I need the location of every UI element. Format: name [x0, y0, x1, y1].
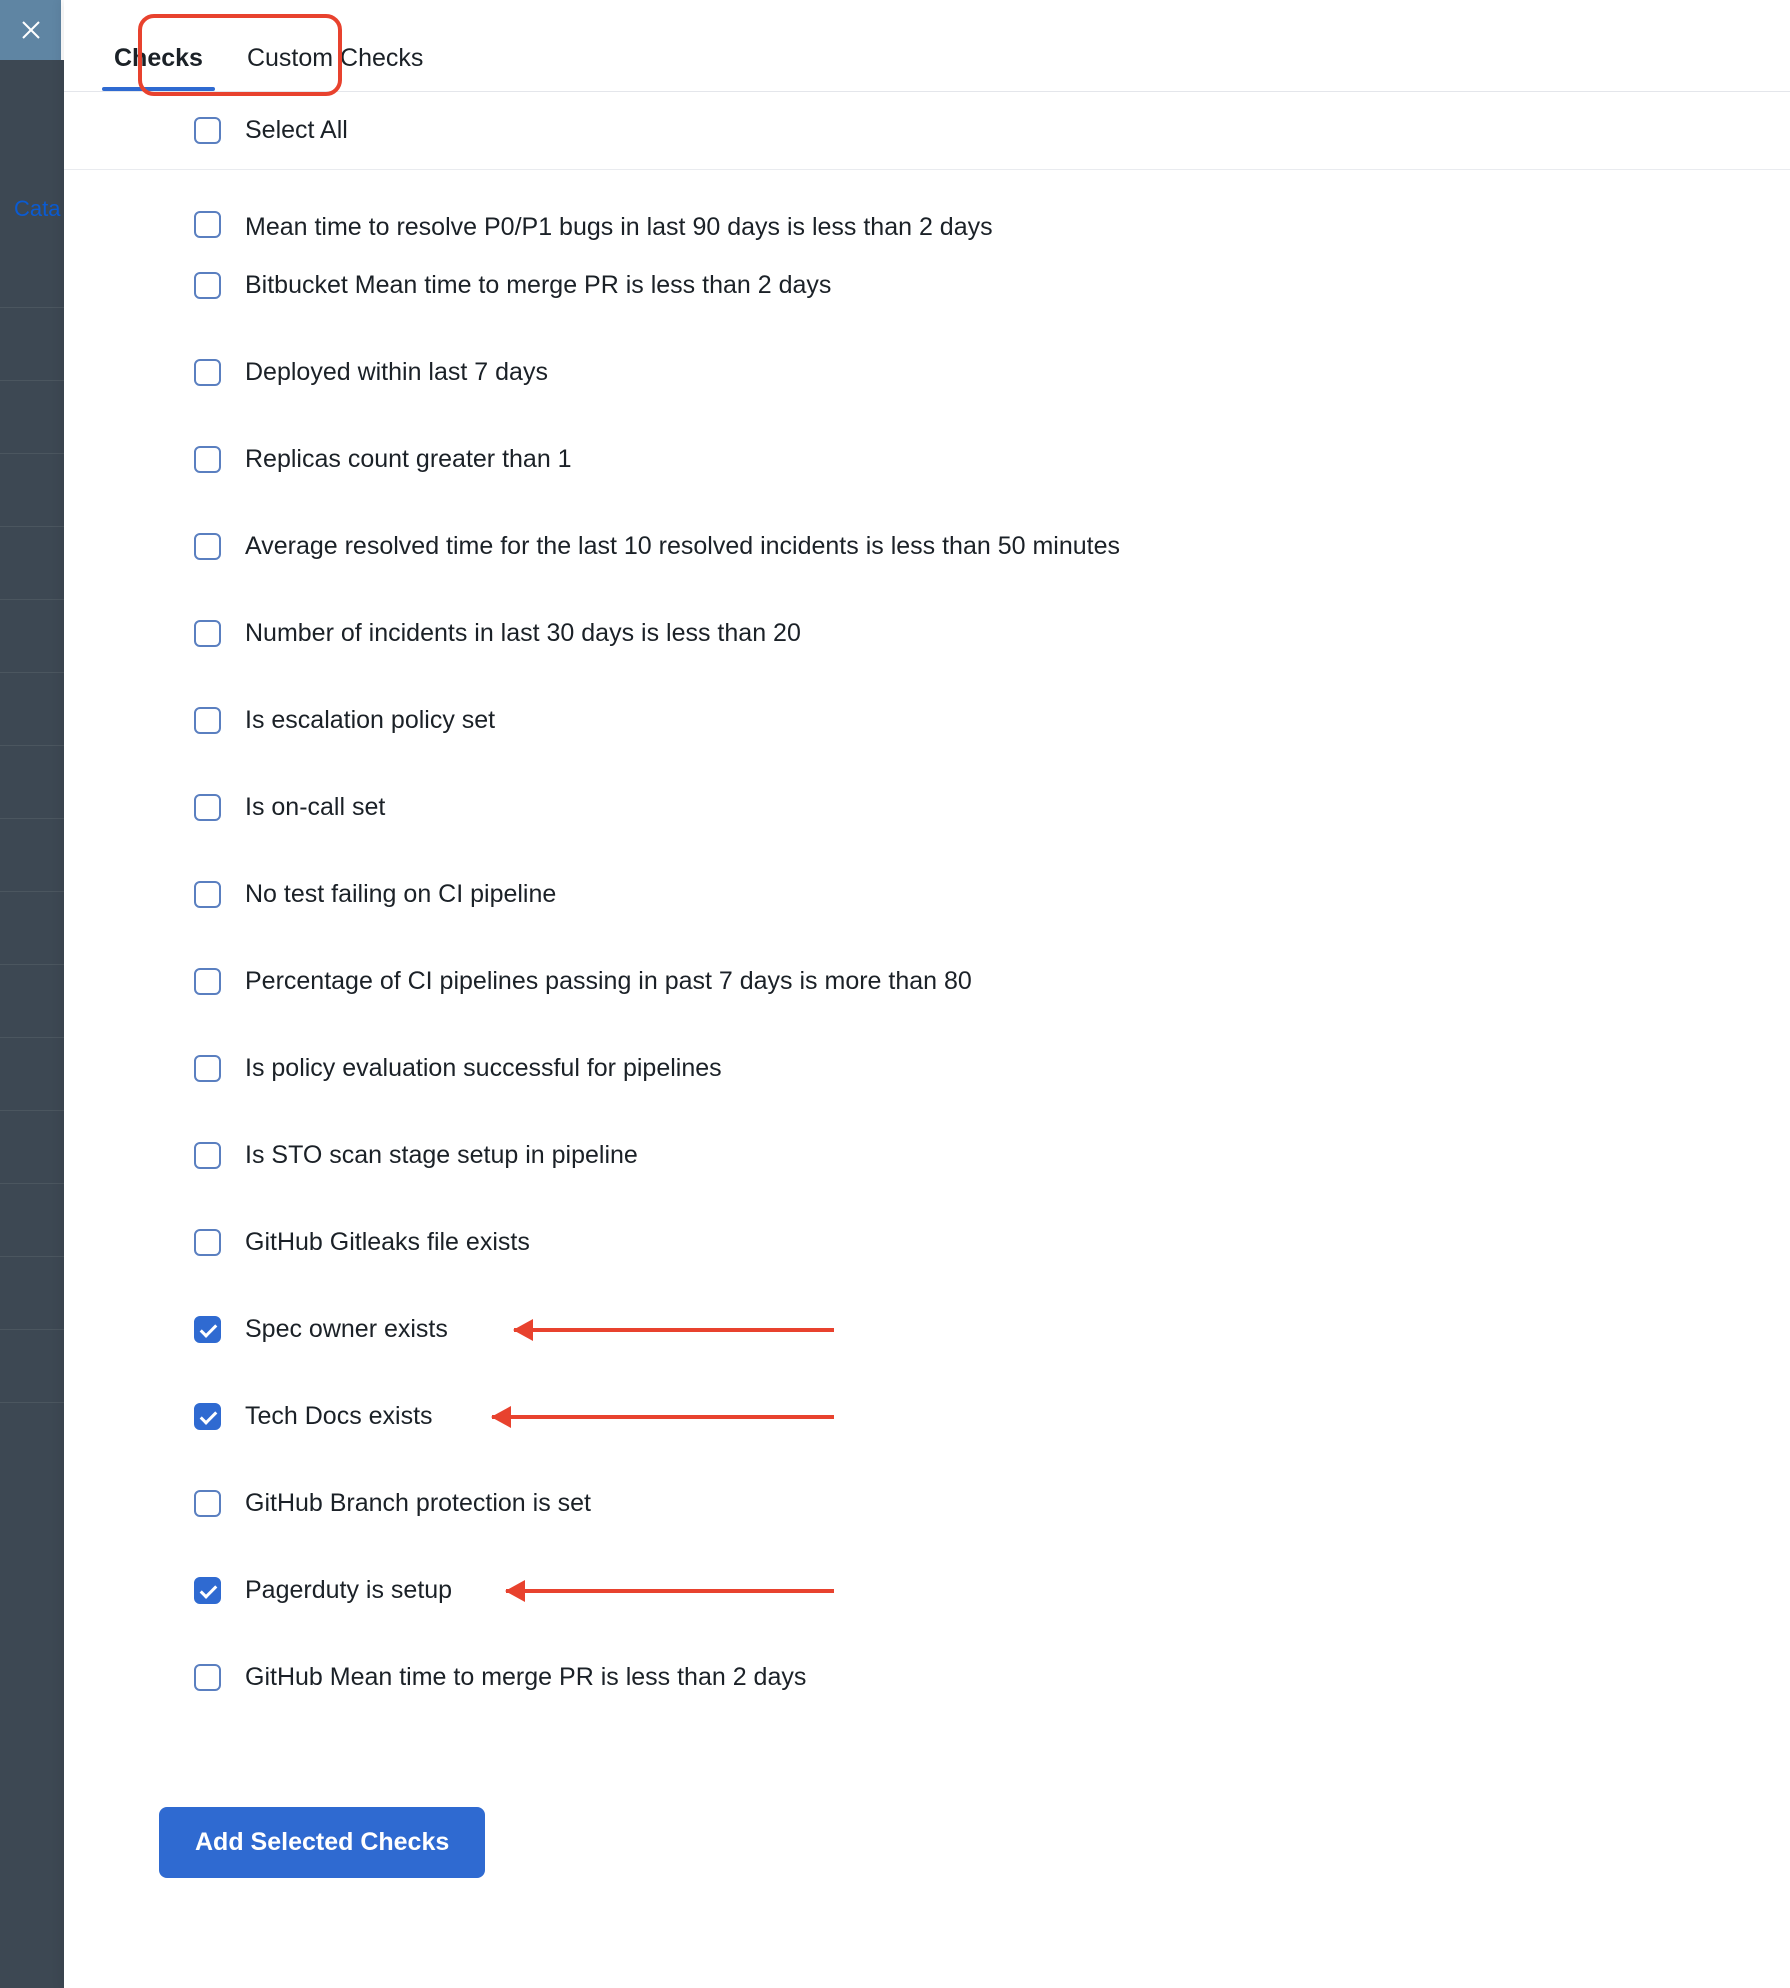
list-item[interactable]: [64, 1112, 1790, 1199]
check-checkbox[interactable]: [194, 1490, 221, 1517]
background-table-rows: [0, 235, 64, 1435]
check-label: GitHub Gitleaks file exists: [245, 1228, 530, 1256]
check-label: Is STO scan stage setup in pipeline: [245, 1141, 638, 1169]
list-item[interactable]: [64, 180, 1790, 242]
select-all-row[interactable]: [64, 92, 1790, 170]
annotation-arrow: [514, 1328, 834, 1332]
table-row: [0, 235, 64, 308]
table-row: [0, 965, 64, 1038]
check-label: Spec owner exists: [245, 1315, 448, 1343]
check-checkbox[interactable]: [194, 968, 221, 995]
check-label: Pagerduty is setup: [245, 1576, 453, 1604]
list-item[interactable]: [64, 1460, 1790, 1547]
close-drawer-button[interactable]: [0, 0, 61, 60]
table-row: [0, 819, 64, 892]
check-label: Number of incidents in last 30 days is less than 20: [245, 619, 801, 647]
table-row: [0, 673, 64, 746]
check-checkbox[interactable]: [194, 1316, 221, 1343]
list-item[interactable]: [64, 851, 1790, 938]
background-page: [0, 0, 64, 1988]
select-all-checkbox[interactable]: [194, 117, 221, 144]
list-item[interactable]: [64, 329, 1790, 416]
checks-list: [64, 170, 1790, 1721]
list-item[interactable]: [64, 1199, 1790, 1286]
check-checkbox[interactable]: [194, 620, 221, 647]
check-checkbox[interactable]: [194, 446, 221, 473]
check-checkbox[interactable]: [194, 1577, 221, 1604]
check-checkbox[interactable]: [194, 1055, 221, 1082]
check-checkbox[interactable]: [194, 533, 221, 560]
tab-custom-checks[interactable]: Custom Checks: [246, 44, 424, 72]
table-row: [0, 308, 64, 381]
list-item[interactable]: [64, 1634, 1790, 1721]
catalog-breadcrumb[interactable]: Cata: [14, 196, 61, 221]
annotation-arrow: [492, 1415, 834, 1419]
check-label: GitHub Branch protection is set: [245, 1489, 591, 1517]
check-label: Is policy evaluation successful for pipelines: [245, 1054, 722, 1082]
table-row: [0, 1038, 64, 1111]
table-row: [0, 527, 64, 600]
list-item[interactable]: [64, 503, 1790, 590]
check-checkbox[interactable]: [194, 1403, 221, 1430]
add-selected-checks-button[interactable]: Add Selected Checks: [159, 1807, 485, 1878]
check-checkbox[interactable]: [194, 1229, 221, 1256]
check-label: Mean time to resolve P0/P1 bugs in last 90 days is less than 2 days: [245, 213, 993, 241]
check-label: Average resolved time for the last 10 resolved incidents is less than 50 minutes: [245, 532, 1120, 560]
list-item[interactable]: [64, 416, 1790, 503]
list-item[interactable]: [64, 764, 1790, 851]
list-item[interactable]: [64, 1547, 1790, 1634]
drawer-footer: [64, 1721, 1790, 1878]
check-label: Is on-call set: [245, 793, 386, 821]
check-label: GitHub Mean time to merge PR is less than 2 days: [245, 1663, 807, 1691]
select-all-label: Select All: [245, 116, 348, 144]
table-row: [0, 600, 64, 673]
check-checkbox[interactable]: [194, 359, 221, 386]
tab-bar: [64, 0, 1790, 92]
list-item[interactable]: [64, 677, 1790, 764]
table-row: [0, 1330, 64, 1403]
table-row: [0, 746, 64, 819]
check-label: Replicas count greater than 1: [245, 445, 572, 473]
list-item[interactable]: [64, 938, 1790, 1025]
table-row: [0, 454, 64, 527]
check-checkbox[interactable]: [194, 881, 221, 908]
list-item[interactable]: [64, 1025, 1790, 1112]
table-row: [0, 892, 64, 965]
checks-drawer: [64, 0, 1790, 1988]
check-checkbox[interactable]: [194, 1664, 221, 1691]
annotation-arrow: [506, 1589, 834, 1593]
table-row: [0, 1184, 64, 1257]
table-row: [0, 1111, 64, 1184]
check-label: Percentage of CI pipelines passing in past 7 days is more than 80: [245, 967, 972, 995]
check-checkbox[interactable]: [194, 272, 221, 299]
tab-checks[interactable]: Checks: [92, 44, 225, 91]
check-checkbox[interactable]: [194, 794, 221, 821]
check-label: No test failing on CI pipeline: [245, 880, 557, 908]
list-item[interactable]: [64, 1373, 1790, 1460]
list-item[interactable]: [64, 1286, 1790, 1373]
check-checkbox[interactable]: [194, 1142, 221, 1169]
table-row: [0, 1257, 64, 1330]
list-item[interactable]: [64, 590, 1790, 677]
check-checkbox[interactable]: [194, 211, 221, 238]
check-label: Tech Docs exists: [245, 1402, 433, 1430]
table-row: [0, 381, 64, 454]
check-checkbox[interactable]: [194, 707, 221, 734]
check-label: Bitbucket Mean time to merge PR is less than 2 days: [245, 271, 832, 299]
close-icon: [20, 19, 42, 41]
check-label: Deployed within last 7 days: [245, 358, 548, 386]
check-label: Is escalation policy set: [245, 706, 496, 734]
list-item[interactable]: [64, 242, 1790, 329]
